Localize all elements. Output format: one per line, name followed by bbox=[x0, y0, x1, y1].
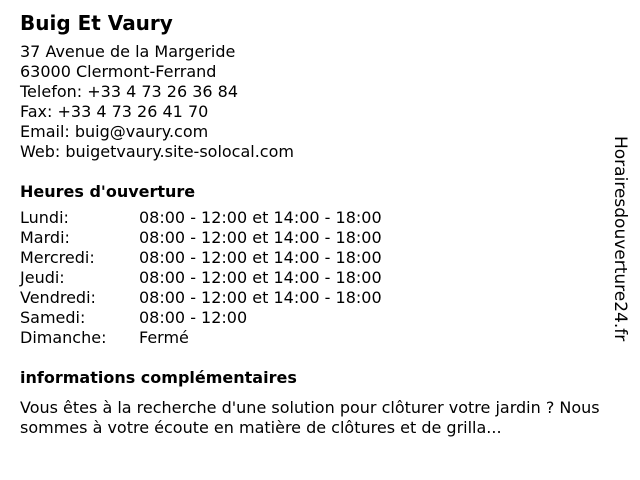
hours-time: 08:00 - 12:00 bbox=[139, 308, 248, 327]
hours-row-monday bbox=[20, 208, 610, 228]
hours-time: 08:00 - 12:00 et 14:00 - 18:00 bbox=[139, 248, 382, 267]
business-card bbox=[20, 10, 610, 438]
additional-info-text: Vous êtes à la recherche d'une solution pour clôturer votre jardin ? Nous sommes à votre écoute en matière de clôtures et de grilla... bbox=[20, 398, 600, 437]
business-name: Buig Et Vaury bbox=[20, 11, 173, 35]
hours-day: Mardi: bbox=[20, 228, 70, 247]
hours-time: 08:00 - 12:00 et 14:00 - 18:00 bbox=[139, 268, 382, 287]
fax-number: Fax: +33 4 73 26 41 70 bbox=[20, 102, 209, 121]
hours-day: Lundi: bbox=[20, 208, 69, 227]
hours-day: Mercredi: bbox=[20, 248, 95, 267]
opening-hours-heading: Heures d'ouverture bbox=[20, 182, 196, 201]
hours-row-friday bbox=[20, 288, 610, 308]
hours-row-sunday bbox=[20, 328, 610, 348]
hours-day: Dimanche: bbox=[20, 328, 107, 347]
hours-time: Fermé bbox=[139, 328, 189, 347]
hours-time: 08:00 - 12:00 et 14:00 - 18:00 bbox=[139, 288, 382, 307]
hours-row-saturday bbox=[20, 308, 610, 328]
hours-time: 08:00 - 12:00 et 14:00 - 18:00 bbox=[139, 228, 382, 247]
hours-row-wednesday bbox=[20, 248, 610, 268]
hours-day: Vendredi: bbox=[20, 288, 96, 307]
hours-day: Jeudi: bbox=[20, 268, 65, 287]
email-address: Email: buig@vaury.com bbox=[20, 122, 209, 141]
address-city: 63000 Clermont-Ferrand bbox=[20, 62, 217, 81]
hours-time: 08:00 - 12:00 et 14:00 - 18:00 bbox=[139, 208, 382, 227]
opening-hours-list bbox=[20, 208, 610, 348]
hours-row-tuesday bbox=[20, 228, 610, 248]
hours-day: Samedi: bbox=[20, 308, 86, 327]
phone-number: Telefon: +33 4 73 26 36 84 bbox=[20, 82, 239, 101]
address-street: 37 Avenue de la Margeride bbox=[20, 42, 236, 61]
website-address: Web: buigetvaury.site-solocal.com bbox=[20, 142, 294, 161]
hours-row-thursday bbox=[20, 268, 610, 288]
site-watermark: Horairesdouverture24.fr bbox=[610, 136, 630, 342]
additional-info-heading: informations complémentaires bbox=[20, 368, 297, 387]
